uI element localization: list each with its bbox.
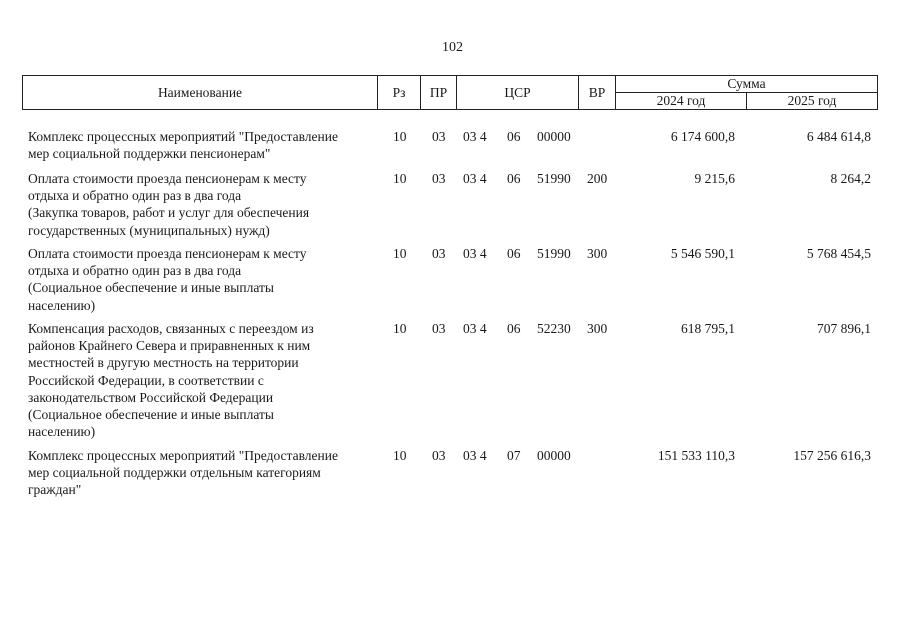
row-csr-subprogram: 07 bbox=[507, 448, 521, 463]
row-pr: 03 bbox=[432, 321, 446, 336]
row-sum-2024: 9 215,6 bbox=[694, 171, 735, 186]
row-name-line: Комплекс процессных мероприятий "Предоставление bbox=[28, 448, 338, 463]
row-name-line: граждан" bbox=[28, 482, 82, 498]
row-name-line: Оплата стоимости проезда пенсионерам к месту bbox=[28, 171, 307, 186]
header-sum-cell bbox=[615, 75, 878, 93]
row-name-line: мер социальной поддержки пенсионерам" bbox=[28, 146, 271, 162]
row-name-line: отдыха и обратно один раз в два года bbox=[28, 263, 242, 279]
header-year1-cell bbox=[615, 92, 747, 110]
row-rz: 10 bbox=[393, 246, 407, 261]
row-name bbox=[28, 245, 378, 314]
row-csr-direction: 51990 bbox=[537, 171, 571, 186]
row-name-line: населению) bbox=[28, 297, 96, 313]
row-rz: 10 bbox=[393, 321, 407, 336]
row-csr-program: 03 4 bbox=[463, 246, 487, 261]
row-pr: 03 bbox=[432, 171, 446, 186]
row-vr: 200 bbox=[587, 171, 608, 186]
page-number: 102 bbox=[442, 40, 463, 55]
header-year2-cell bbox=[746, 92, 878, 110]
row-name-line: отдыха и обратно один раз в два года bbox=[28, 188, 242, 204]
row-name-line: населению) bbox=[28, 424, 96, 440]
row-sum-2025: 157 256 616,3 bbox=[793, 448, 871, 463]
header-csr-cell bbox=[456, 75, 579, 110]
row-csr-direction: 51990 bbox=[537, 246, 571, 261]
header-vr: ВР bbox=[588, 84, 606, 100]
row-name bbox=[28, 128, 378, 162]
row-sum-2024: 151 533 110,3 bbox=[657, 448, 735, 463]
row-name-line: районов Крайнего Севера и приравненных к ним bbox=[28, 338, 311, 354]
row-name-line: законодательством Российской Федерации bbox=[28, 389, 274, 405]
row-name-line: (Социальное обеспечение и иные выплаты bbox=[28, 280, 274, 296]
row-sum-2025: 5 768 454,5 bbox=[806, 246, 871, 261]
row-csr-subprogram: 06 bbox=[507, 321, 521, 336]
row-sum-2024: 618 795,1 bbox=[681, 321, 735, 336]
row-pr: 03 bbox=[432, 246, 446, 261]
row-name-line: (Закупка товаров, работ и услуг для обеспечения bbox=[28, 205, 310, 221]
row-csr-direction: 00000 bbox=[537, 448, 571, 463]
row-name-line: Комплекс процессных мероприятий "Предоставление bbox=[28, 129, 338, 144]
header-rz: Рз bbox=[392, 84, 406, 100]
header-year1: 2024 год bbox=[656, 93, 706, 108]
row-csr-program: 03 4 bbox=[463, 171, 487, 186]
header-vr-cell bbox=[578, 75, 616, 110]
row-rz: 10 bbox=[393, 129, 407, 144]
row-sum-2024: 5 546 590,1 bbox=[670, 246, 735, 261]
row-csr-program: 03 4 bbox=[463, 448, 487, 463]
row-pr: 03 bbox=[432, 448, 446, 463]
row-sum-2024: 6 174 600,8 bbox=[670, 129, 735, 144]
header-csr: ЦСР bbox=[504, 84, 531, 100]
row-name-line: Российской Федерации, в соответствии с bbox=[28, 372, 264, 388]
row-sum-2025: 8 264,2 bbox=[830, 171, 871, 186]
row-name-line: мер социальной поддержки отдельным категориям bbox=[28, 465, 321, 481]
row-name bbox=[28, 170, 378, 239]
header-year2: 2025 год bbox=[787, 93, 837, 108]
row-csr-direction: 00000 bbox=[537, 129, 571, 144]
header-sum: Сумма bbox=[727, 76, 766, 91]
row-rz: 10 bbox=[393, 448, 407, 463]
header-pr: ПР bbox=[429, 84, 448, 100]
row-csr-subprogram: 06 bbox=[507, 171, 521, 186]
row-csr-direction: 52230 bbox=[537, 321, 571, 336]
row-name bbox=[28, 320, 378, 440]
row-name-line: местностей в другую местность на территории bbox=[28, 355, 299, 371]
header-pr-cell bbox=[420, 75, 457, 110]
row-name-line: Оплата стоимости проезда пенсионерам к месту bbox=[28, 246, 307, 261]
row-sum-2025: 707 896,1 bbox=[817, 321, 871, 336]
row-name-line: государственных (муниципальных) нужд) bbox=[28, 222, 270, 238]
header-name: Наименование bbox=[157, 84, 243, 100]
row-csr-program: 03 4 bbox=[463, 129, 487, 144]
header-name-cell bbox=[22, 75, 378, 110]
header-rz-cell bbox=[377, 75, 421, 110]
row-csr-subprogram: 06 bbox=[507, 246, 521, 261]
row-name-line: Компенсация расходов, связанных с переездом из bbox=[28, 321, 314, 336]
row-rz: 10 bbox=[393, 171, 407, 186]
row-csr-program: 03 4 bbox=[463, 321, 487, 336]
row-sum-2025: 6 484 614,8 bbox=[806, 129, 871, 144]
row-csr-subprogram: 06 bbox=[507, 129, 521, 144]
row-vr: 300 bbox=[587, 246, 608, 261]
row-pr: 03 bbox=[432, 129, 446, 144]
row-name bbox=[28, 447, 378, 499]
row-vr: 300 bbox=[587, 321, 608, 336]
row-name-line: (Социальное обеспечение и иные выплаты bbox=[28, 407, 274, 423]
